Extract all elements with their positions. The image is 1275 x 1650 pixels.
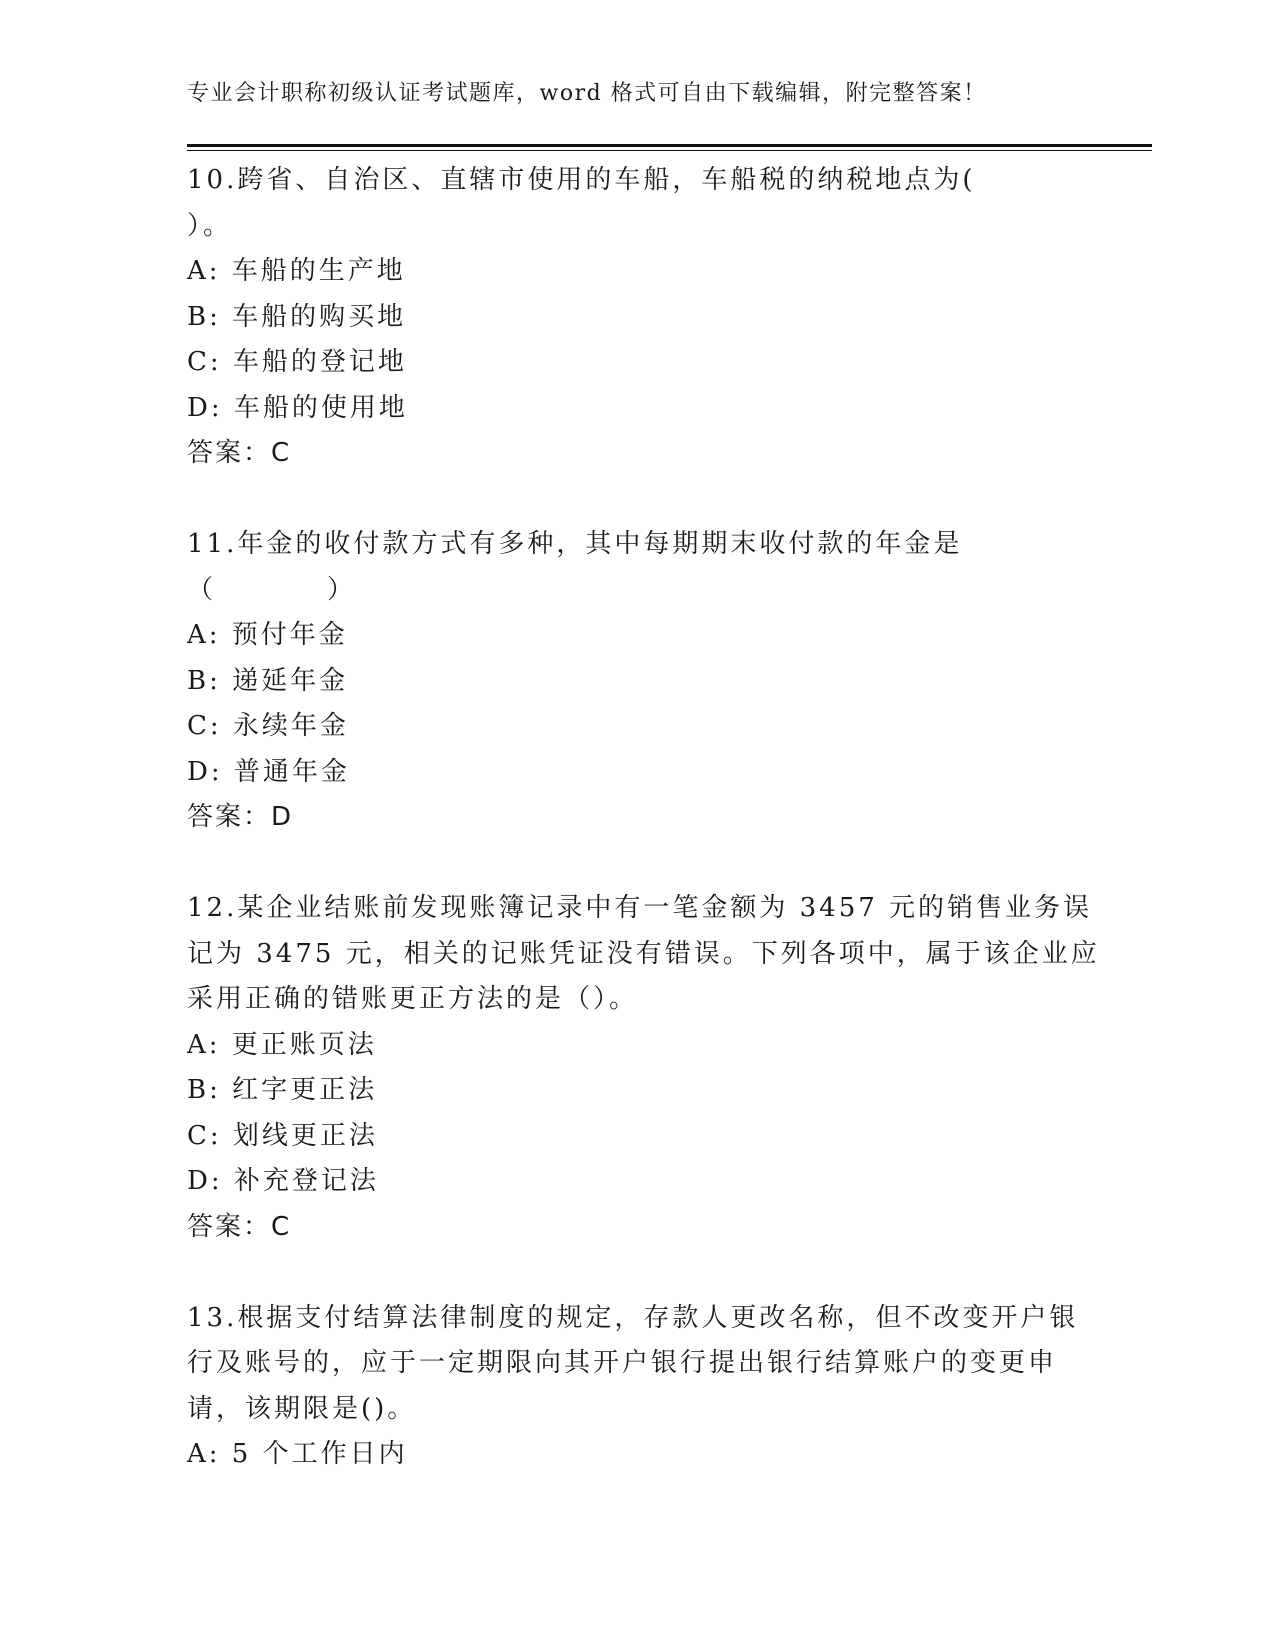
option-a: A: 预付年金 xyxy=(187,620,348,650)
question-text: 10.跨省、自治区、直辖市使用的车船，车船税的纳税地点为( xyxy=(187,165,976,195)
page-header: 专业会计职称初级认证考试题库，word 格式可自由下载编辑，附完整答案！ xyxy=(187,81,987,106)
spacer xyxy=(187,477,1087,523)
header-rule-thin xyxy=(187,150,1152,151)
question-13 xyxy=(187,1296,1087,1478)
option-d: D: 补充登记法 xyxy=(187,1166,379,1196)
question-text: ）。 xyxy=(187,210,233,241)
paren-open: （ xyxy=(187,574,217,605)
option-c: C: 车船的登记地 xyxy=(187,347,407,377)
question-12 xyxy=(187,886,1100,1250)
option-d: D: 普通年金 xyxy=(187,756,350,787)
option-d: D: 车船的使用地 xyxy=(187,392,408,423)
option-c: C: 划线更正法 xyxy=(187,1120,378,1151)
question-text: 请，该期限是()。 xyxy=(187,1393,417,1424)
option-b: B: 递延年金 xyxy=(187,665,349,696)
option-b: B: 红字更正法 xyxy=(187,1075,378,1105)
question-text: 采用正确的错账更正方法的是（）。 xyxy=(187,984,639,1014)
question-list xyxy=(187,158,1100,1478)
question-text: 11.年金的收付款方式有多种，其中每期期末收付款的年金是 xyxy=(187,529,963,559)
paren-close: ） xyxy=(327,574,357,605)
answer-blank xyxy=(187,568,1087,614)
option-a: A: 更正账页法 xyxy=(187,1029,377,1060)
question-text: 12.某企业结账前发现账簿记录中有一笔金额为 3457 元的销售业务误 xyxy=(187,893,1093,923)
option-a: A: 车船的生产地 xyxy=(187,256,406,286)
question-text: 行及账号的，应于一定期限向其开户银行提出银行结算账户的变更申 xyxy=(187,1348,1058,1378)
header-rule-thick xyxy=(187,144,1152,147)
option-b: B: 车船的购买地 xyxy=(187,301,407,332)
option-c: C: 永续年金 xyxy=(187,711,349,741)
option-a: A: 5 个工作日内 xyxy=(187,1439,408,1469)
spacer xyxy=(187,1250,1087,1296)
spacer xyxy=(187,841,1087,887)
question-text: 13.根据支付结算法律制度的规定，存款人更改名称，但不改变开户银 xyxy=(187,1302,1079,1333)
question-text: 记为 3475 元，相关的记账凭证没有错误。下列各项中，属于该企业应 xyxy=(187,938,1100,969)
question-10 xyxy=(187,158,1087,477)
answer: 答案：C xyxy=(187,1211,292,1242)
answer: 答案：C xyxy=(187,438,292,468)
answer: 答案：D xyxy=(187,802,294,832)
question-11 xyxy=(187,522,1087,841)
